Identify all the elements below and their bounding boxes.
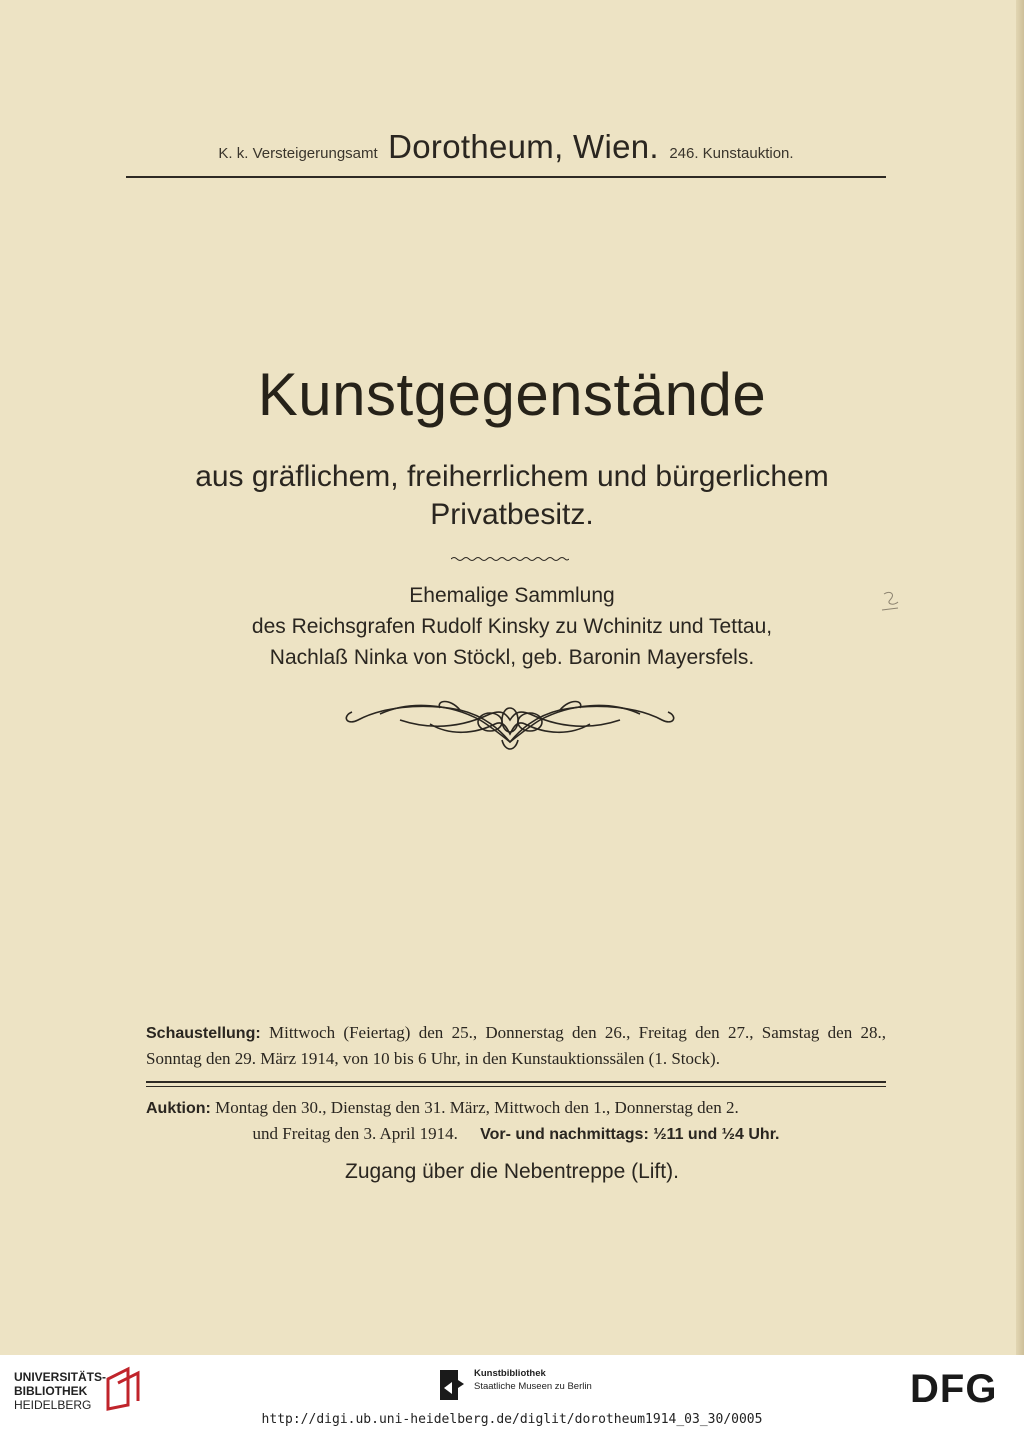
auction-second-line: [146, 1121, 886, 1147]
auction-info: [146, 1095, 886, 1147]
header-prefix: K. k. Versteigerungsamt: [218, 145, 378, 162]
university-logo-icon: [104, 1365, 144, 1411]
collection-provenance: [0, 580, 1024, 673]
small-ornament-rule: [451, 556, 569, 562]
collection-line-2: des Reichsgrafen Rudolf Kinsky zu Wchinitz und Tettau,: [251, 615, 773, 638]
library-footer: [0, 1355, 1024, 1431]
subtitle-line-2: Privatbesitz.: [430, 498, 594, 531]
page-edge: [1016, 0, 1024, 1355]
kunstbibliothek-logo-icon: [436, 1368, 466, 1402]
auction-times: Vor- und nachmittags: ½11 und ½4 Uhr.: [480, 1126, 780, 1143]
header-rule: [126, 176, 886, 178]
auction-label: Auktion:: [146, 1100, 211, 1117]
university-library-name: [14, 1370, 106, 1412]
flourish-ornament: [340, 690, 680, 760]
kunstbibliothek-name: [474, 1367, 592, 1393]
exhibition-info: [146, 1020, 886, 1071]
kb-line-2: Staatliche Museen zu Berlin: [474, 1381, 592, 1392]
exhibition-text: Mittwoch (Feiertag) den 25., Donnerstag den 26., Freitag den 27., Samstag den 28., Sonntag den 29. März 1914, von 10 bis 6 Uhr, in den Kunstauktionssälen (1. Stock).: [146, 1023, 887, 1068]
uni-line-2: BIBLIOTHEK: [14, 1384, 88, 1398]
auction-line-2: und Freitag den 3. April 1914.: [252, 1124, 458, 1143]
dfg-logo: DFG: [910, 1367, 998, 1411]
permalink-url[interactable]: http://digi.ub.uni-heidelberg.de/diglit/dorotheum1914_03_30/0005: [261, 1412, 763, 1427]
section-double-rule: [146, 1081, 886, 1087]
page-title: Kunstgegenstände: [257, 361, 767, 428]
exhibition-label: Schaustellung:: [146, 1025, 261, 1042]
uni-line-3: HEIDELBERG: [14, 1398, 92, 1412]
auction-house-header: [126, 128, 886, 166]
subtitle-line-1: aus gräflichem, freiherrlichem und bürgerlichem: [195, 460, 829, 493]
subtitle: [0, 458, 1024, 534]
header-name: Dorotheum, Wien.: [388, 128, 659, 165]
collection-line-1: Ehemalige Sammlung: [409, 584, 615, 607]
auction-line-1: Montag den 30., Dienstag den 31. März, Mittwoch den 1., Donnerstag den 2.: [215, 1098, 739, 1117]
header-suffix: 246. Kunstauktion.: [669, 145, 794, 162]
uni-line-1: UNIVERSITÄTS-: [14, 1370, 107, 1384]
collection-line-3: Nachlaß Ninka von Stöckl, geb. Baronin Mayersfels.: [269, 646, 755, 669]
kb-line-1: Kunstbibliothek: [474, 1368, 546, 1379]
access-note: Zugang über die Nebentreppe (Lift).: [345, 1160, 679, 1183]
pencil-mark: [876, 588, 906, 618]
